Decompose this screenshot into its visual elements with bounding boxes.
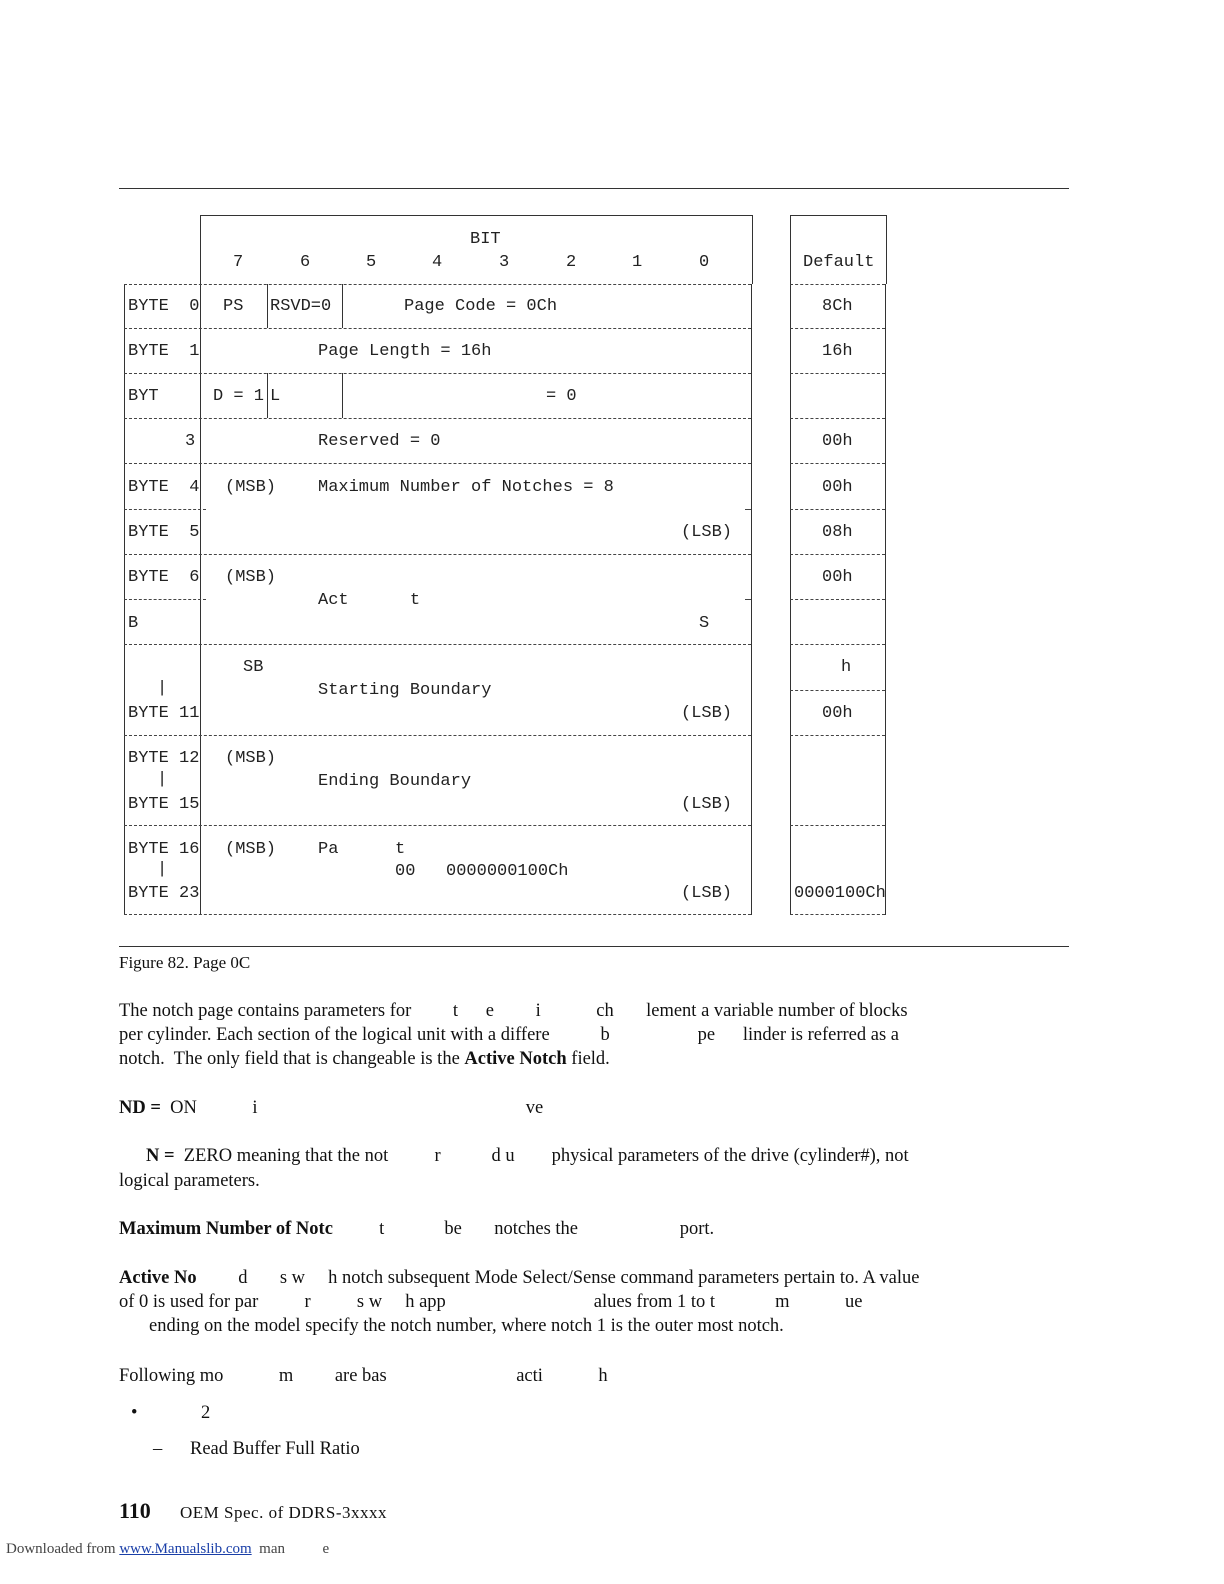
byte-label: BYT [128,387,159,406]
hsep-default [790,418,885,419]
hsep [124,463,751,464]
term-max-notches: Maximum Number of Notc [119,1219,333,1239]
term-active-notch: Active No [119,1268,197,1288]
field-page-length: Page Length = 16h [318,342,492,361]
paragraph-line: The notch page contains parameters for t e i ch lement a variable number of blocks [119,1001,908,1021]
top-rule [119,188,1069,189]
field-sep [267,373,268,418]
byte-range-bar: | [157,679,168,698]
lsb-label: (LSB) [681,704,733,723]
default-header: Default [803,253,875,272]
text-run: notch. The only field that is changeable is the [119,1049,465,1069]
term-lpn: N = [146,1146,175,1166]
bit-7: 7 [233,253,244,272]
hsep [745,509,751,510]
text-run: Downloaded from [6,1541,120,1557]
field-nd: D = 1 [213,387,265,406]
paragraph-line: Following mo m are bas acti h [119,1366,608,1386]
lsb-label: (LSB) [681,884,733,903]
default-right [885,284,886,915]
paragraph-line: of 0 is used for par r s w h app alues from 1 to t m ue [119,1292,863,1312]
byte-label: BYTE 6 [128,568,200,587]
bit-header: BIT [470,230,501,249]
hsep-default [790,690,885,691]
byte-label: BYTE 12 [128,749,200,768]
msb-label: (MSB) [225,840,277,859]
hsep-default [790,914,885,915]
paragraph-line [119,1047,610,1071]
msb-label: (MSB) [225,749,277,768]
default-value: 00h [822,432,853,451]
hsep [124,373,751,374]
figure-caption: Figure 82. Page 0C [119,953,251,972]
field-sep [342,373,343,418]
bit-6: 6 [300,253,311,272]
lsb-label: S [699,614,710,633]
hsep-default [790,644,885,645]
hsep-default [790,509,885,510]
bit-0: 0 [699,253,710,272]
field-starting-boundary: Starting Boundary [318,681,492,700]
field-max-notches: Maximum Number of Notches = 8 [318,478,614,497]
byte-label: BYTE 15 [128,795,200,814]
field-active-notch: Act t [318,591,421,610]
byte-label: BYTE 23 [128,884,200,903]
hsep-default [790,373,885,374]
bit-3: 3 [499,253,510,272]
bullet-text: 2 [201,1403,211,1423]
hsep-default [790,284,885,285]
field-pages-notch-value: 00 0000000100Ch [395,862,569,881]
byte-label: BYTE 1 [128,342,200,361]
page-number: 110 [119,1498,151,1523]
default-value: 08h [822,523,853,542]
hsep [124,418,751,419]
field-pages-notch: Pa [318,840,339,859]
hsep-default [790,328,885,329]
field-lpn: L [270,387,281,406]
lpn-definition [146,1144,909,1168]
default-header-box [790,215,887,284]
msb-label: SB [243,658,264,677]
field-ending-boundary: Ending Boundary [318,772,472,791]
default-value: 00h [822,568,853,587]
hsep-default [790,599,885,600]
byte-label: BYTE 0 [128,297,200,316]
text-run: t be notches the port. [332,1219,715,1239]
active-notch-definition [119,1266,919,1290]
term-nd: ND = [119,1098,161,1118]
manualslib-link[interactable]: www.Manualslib.com [119,1541,252,1557]
byte-range-bar: | [157,770,168,789]
hsep-default [790,554,885,555]
text-run: field. [566,1049,610,1069]
default-value: 16h [822,342,853,361]
bullet: • [131,1403,138,1423]
bit-4: 4 [432,253,443,272]
field-ps: PS [223,297,244,316]
field-sep [267,284,268,328]
byte-label: 3 [185,432,196,451]
text-run: man e [251,1541,330,1557]
text-run: d s w h notch subsequent Mode Select/Sense command parameters pertain to. A value [196,1268,920,1288]
hsep [124,284,751,285]
default-value: 00h [822,704,853,723]
grid-right [751,284,752,915]
byte-label: BYTE 5 [128,523,200,542]
byte-label: BYTE 11 [128,704,200,723]
paragraph-line: ending on the model specify the notch number, where notch 1 is the outer most notch. [149,1316,784,1336]
hsep-default [790,825,885,826]
bottom-rule [119,946,1069,947]
msb-label: (MSB) [225,478,277,497]
byte-label: BYTE 4 [128,478,200,497]
nd-definition [119,1096,543,1120]
hsep [745,599,751,600]
paragraph-line: logical parameters. [119,1171,260,1191]
default-value: 8Ch [822,297,853,316]
hsep [124,554,751,555]
hsep-default [790,735,885,736]
text-run: ZERO meaning that the not r d u physical parameters of the drive (cylinder#), not [174,1146,909,1166]
default-value: 0000100Ch [794,884,886,903]
dash-text: Read Buffer Full Ratio [190,1439,360,1459]
field-sep [342,284,343,328]
bit-header-box [200,215,753,284]
hsep [124,509,206,510]
byte-label: BYTE 16 [128,840,200,859]
paragraph-line: per cylinder. Each section of the logical unit with a differe b pe linder is referred as a [119,1025,900,1045]
max-notches-definition [119,1217,714,1241]
field-pages-notch-fragment: t [395,840,406,859]
hsep [124,914,751,915]
field-reserved: Reserved = 0 [318,432,441,451]
field-page-code: Page Code = 0Ch [404,297,558,316]
default-value: 00h [822,478,853,497]
bit-2: 2 [566,253,577,272]
hsep [124,599,206,600]
download-note [6,1541,329,1558]
footer-title: OEM Spec. of DDRS-3xxxx [180,1503,387,1522]
hsep-default [790,463,885,464]
hsep [124,328,751,329]
bit-5: 5 [366,253,377,272]
hsep [124,644,751,645]
byte-range-bar: | [157,860,168,879]
dash: – [153,1439,163,1459]
bit-1: 1 [632,253,643,272]
text-run: ON i ve [160,1098,544,1118]
lsb-label: (LSB) [681,523,733,542]
byte-label: B [128,614,139,633]
hsep [124,735,751,736]
term-active-notch: Active Notch [464,1049,567,1069]
field-rsvd: RSVD=0 [270,297,332,316]
field-reserved: = 0 [546,387,577,406]
default-value: h [841,658,852,677]
hsep [124,825,751,826]
lsb-label: (LSB) [681,795,733,814]
msb-label: (MSB) [225,568,277,587]
